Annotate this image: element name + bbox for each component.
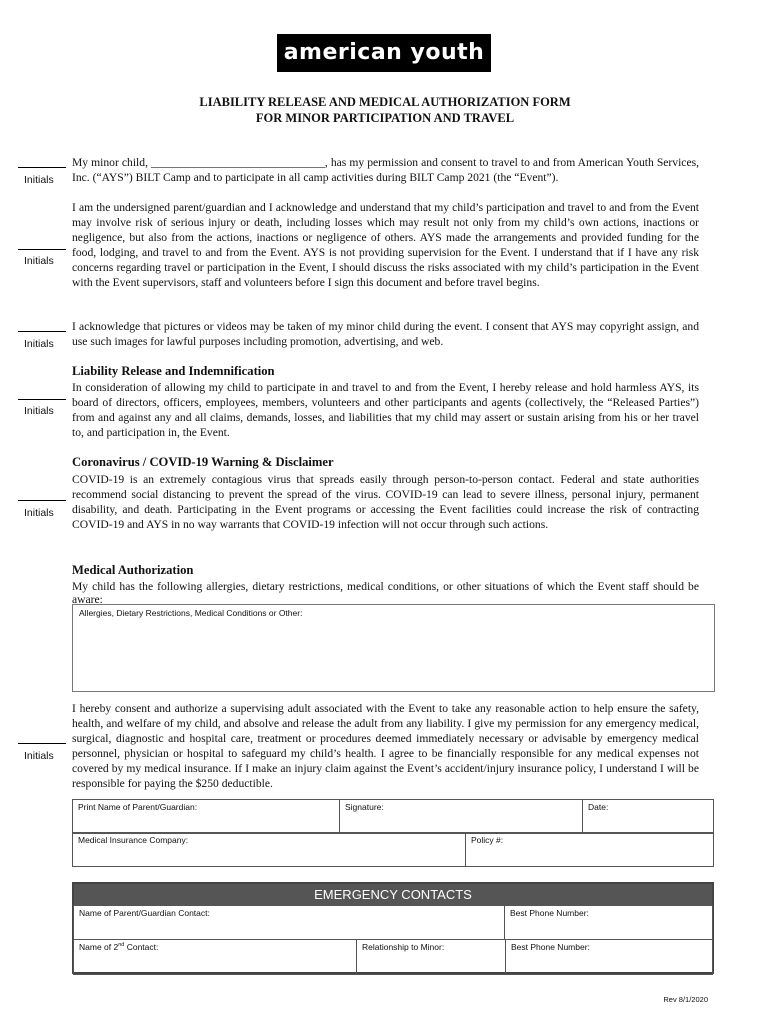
initials-label: Initials xyxy=(24,255,54,267)
emergency-row-1 xyxy=(73,905,713,940)
policy-number-field[interactable] xyxy=(466,833,714,867)
parent-contact-field[interactable] xyxy=(74,906,505,940)
covid-heading: Coronavirus / COVID-19 Warning & Disclaimer xyxy=(72,455,334,469)
best-phone-label: Best Phone Number: xyxy=(511,942,590,952)
date-field[interactable] xyxy=(583,800,714,834)
best-phone-field-2[interactable] xyxy=(506,940,713,975)
medical-heading: Medical Authorization xyxy=(72,563,194,577)
print-name-label: Print Name of Parent/Guardian: xyxy=(78,802,198,812)
signature-form-table-bottom xyxy=(72,832,714,867)
liability-heading: Liability Release and Indemnification xyxy=(72,364,275,378)
signature-field[interactable] xyxy=(340,800,583,834)
policy-number-label: Policy #: xyxy=(471,835,504,845)
initials-line-6[interactable] xyxy=(18,743,66,744)
initials-label: Initials xyxy=(24,750,54,762)
initials-label: Initials xyxy=(24,174,54,186)
liability-paragraph: In consideration of allowing my child to participate in and travel to and from the Event, I hereby release and hold harmless AYS, its board of directors, officers, employees, members, volunteers and other participants and agents (collectively, the “Released Parties”) from and against any and all claims, demands, losses, and liabilities that my child may assert or sustain arising from his or her travel to, and participation in, the Event. xyxy=(72,381,699,439)
risk-paragraph: I am the undersigned parent/guardian and I acknowledge and understand that my child’s participation and travel to and from the Event may involve risk of serious injury or death, including losses which may result not only from my child’s own actions, inactions or negligence, but also from the actions, inactions or negligence of others. AYS made the arrangements and provided funding for the food, lodging, and travel to and from the Event. AYS is not providing supervision for the Event. I understand that if I have any risk concerns regarding travel or participation in the Event, I should discuss the risks associated with my child’s participation in the Event with the Event supervisors, staff and volunteers before I sign this document and before travel begins. xyxy=(72,201,699,289)
insurance-company-field[interactable] xyxy=(73,833,466,867)
emergency-contacts-heading: EMERGENCY CONTACTS xyxy=(74,884,712,905)
best-phone-field-1[interactable] xyxy=(505,906,713,940)
initials-label: Initials xyxy=(24,338,54,350)
signature-form-table-top xyxy=(72,799,714,834)
initials-line-4[interactable] xyxy=(18,399,66,400)
initials-line-2[interactable] xyxy=(18,249,66,250)
insurance-company-label: Medical Insurance Company: xyxy=(78,835,189,845)
emergency-row-2 xyxy=(73,939,713,975)
initials-line-5[interactable] xyxy=(18,500,66,501)
allergies-textbox[interactable] xyxy=(72,604,715,692)
revision-date: Rev 8/1/2020 xyxy=(663,995,708,1004)
initials-label: Initials xyxy=(24,405,54,417)
initials-line-3[interactable] xyxy=(18,331,66,332)
best-phone-label: Best Phone Number: xyxy=(510,908,589,918)
initials-label: Initials xyxy=(24,507,54,519)
parent-contact-label: Name of Parent/Guardian Contact: xyxy=(79,908,210,918)
second-contact-label: Name of 2nd Contact: xyxy=(79,942,159,952)
form-title-line-2: FOR MINOR PARTICIPATION AND TRAVEL xyxy=(255,111,515,125)
signature-label: Signature: xyxy=(345,802,384,812)
initials-line-1[interactable] xyxy=(18,167,66,168)
relationship-field[interactable] xyxy=(357,940,506,975)
medical-intro: My child has the following allergies, dietary restrictions, medical conditions, or other situations of which the Event staff should be aware: xyxy=(72,580,699,606)
emergency-contacts-section xyxy=(72,882,714,974)
covid-paragraph: COVID-19 is an extremely contagious virus that spreads easily through person-to-person contact. Federal and state authorities recommend social distancing to prevent the spread of the virus. COVID-19 can lead to severe illness, personal injury, permanent disability, and death. Participating in the Event programs or accessing the Event facilities could increase the risk of contracting COVID-19 and AYS in no way warrants that COVID-19 infection will not occur through such actions. xyxy=(72,473,699,531)
consent-paragraph: My minor child, ______________________________, has my permission and consent to travel to and from American Youth Services, Inc. (“AYS”) BILT Camp and to participate in all camp activities during BILT Camp 2021 (the “Event”). xyxy=(72,156,699,184)
american-youth-logo: american youth xyxy=(277,34,491,72)
relationship-label: Relationship to Minor: xyxy=(362,942,445,952)
second-contact-field[interactable] xyxy=(74,940,357,975)
allergies-label: Allergies, Dietary Restrictions, Medical Conditions or Other: xyxy=(79,608,303,618)
print-name-field[interactable] xyxy=(73,800,340,834)
date-label: Date: xyxy=(588,802,609,812)
medical-consent-paragraph: I hereby consent and authorize a supervising adult associated with the Event to take any reasonable action to help ensure the safety, health, and welfare of my child, and absolve and release the adult from any liability. I give my permission for any emergency medical, surgical, diagnostic and hospital care, treatment or procedures deemed immediately necessary or advisable by emergency medical personnel, physician or hospital to safeguard my child’s health. I agree to be financially responsible for any medical expenses not covered by my medical insurance. If I make an injury claim against the Event’s accident/injury insurance policy, I understand I will be responsible for paying the $250 deductible. xyxy=(72,702,699,790)
form-title-line-1: LIABILITY RELEASE AND MEDICAL AUTHORIZATION FORM xyxy=(199,95,571,109)
media-paragraph: I acknowledge that pictures or videos may be taken of my minor child during the event. I consent that AYS may copyright assign, and use such images for lawful purposes including promotion, advertising, and web. xyxy=(72,320,699,348)
